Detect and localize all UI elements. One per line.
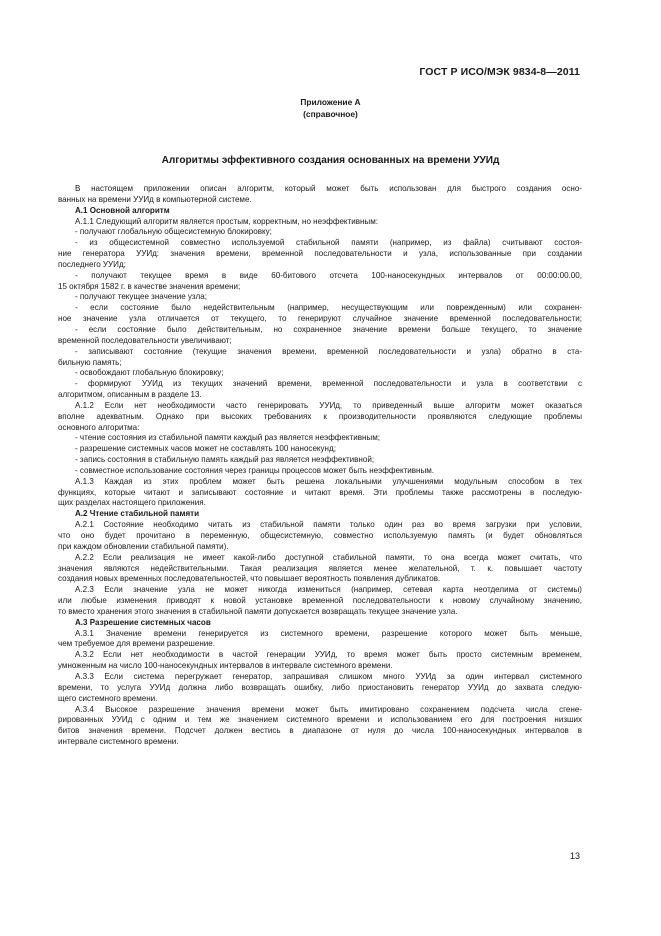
text-line: - из общесистемной совместно используемой стабильной памяти (например, из файла) считывают состоя- (75, 238, 582, 248)
subsection-heading: А.3 Разрешение системных часов (75, 617, 211, 627)
text-line: основного алгоритма: (58, 422, 140, 432)
text-line: умноженным на число 100-наносекундных интервалов в интервале системного времени. (58, 661, 393, 671)
text-line: вполне адекватным. Однако при высоких требованиях к производительности проявляются следующие проблемы (58, 411, 582, 421)
text-line: значения являются недействительными. Такая реализация является менее желательной, т. к. повышает частоту (58, 563, 582, 573)
text-line: что оно будет прочитано в переменную, общесистемную, совместно используемую память (и будет обновляться (58, 531, 582, 540)
text-line: А.3.1 Значение времени генерируется из системного времени, разрешение которого может быть меньше, (75, 628, 582, 638)
text-line: - чтение состояния из стабильной памяти каждый раз является неэффективным; (75, 433, 380, 443)
annex-label: Приложение А (300, 97, 361, 107)
text-line: А.3.4 Высокое разрешение значения времени может быть имитировано сохранением подсчета числа сгене- (75, 704, 582, 714)
text-line: создания новых временных последовательностей, что повышает вероятность появления дубликатов. (58, 574, 441, 584)
subsection-heading: А.2 Чтение стабильной памяти (75, 509, 200, 519)
text-line: А.1.2 Если нет необходимости часто генерировать УУИд, то приведенный выше алгоритм может оказаться (75, 400, 582, 410)
standard-designation: ГОСТ Р ИСО/МЭК 9834-8—2011 (419, 66, 580, 78)
text-line: ное значение узла отличается от текущего, то генерируют случайное значение временной последовательности; (58, 314, 582, 324)
text-line: А.1.3 Каждая из этих проблем может быть решена локальными улучшениями модульным способом в тех (75, 476, 582, 486)
text-line: - запись состояния в стабильную память каждый раз является неэффективной; (75, 455, 375, 465)
text-line: ванных на времени УУИд в компьютерной системе. (58, 194, 252, 204)
text-line: - формируют УУИд из текущих значений времени, временной последовательности и узла в соответствии с (75, 379, 582, 389)
text-line: ние генератора УУИд: значения времени, временной последовательности и узла, использованные при создании (58, 249, 582, 259)
text-line: А.2.1 Состояние необходимо читать из стабильной памяти только один раз во время загрузки при условии, (75, 520, 582, 530)
text-line: - освобождают глобальную блокировку; (75, 368, 224, 378)
text-line: щих разделах настоящего приложения. (58, 498, 206, 508)
text-line: при каждом обновлении стабильной памяти). (58, 541, 229, 551)
text-line: последнего УУИд; (58, 259, 126, 269)
text-line: бильную память; (58, 357, 122, 367)
text-line: рированных УУИд с одним и тем же значением системного времени и использованием его для построения низших (58, 715, 582, 725)
body-text (58, 184, 582, 748)
text-line: - если состояние было действительным, но сохраненное значение времени больше текущего, то значение (75, 324, 582, 334)
text-line: то вместо хранения этого значения в стабильной памяти допускается возвращать текущее значение узла. (58, 606, 458, 616)
text-line: В настоящем приложении описан алгоритм, который может быть использован для быстрого создания осно- (75, 184, 582, 193)
text-line: А.3.3 Если система перегружает генератор, запрашивая слишком много УУИд за один интервал системного (75, 671, 582, 681)
text-line: А.2.3 Если значение узла не может никогда измениться (например, сетевая карта неотделима от системы) (75, 585, 582, 595)
text-line: А.3.2 Если нет необходимости в частой генерации УУИд, то время может быть просто системным временем, (75, 650, 582, 660)
text-line: - разрешение системных часов может не составлять 100 наносекунд; (75, 444, 336, 454)
text-line: интервале системного времени. (58, 737, 179, 747)
text-line: - получают текущее значение узла; (75, 292, 207, 302)
text-line: - если состояние было недействительным (например, несуществующим или поврежденным) или сохранен- (75, 303, 582, 313)
text-line: алгоритмом, описанным в разделе 13. (58, 390, 202, 400)
text-line: функциях, которые читают и записывают состояние и читают время. Эти проблемы также рассмотрены в последую- (58, 487, 582, 497)
text-line: времени, то услуга УУИд должна либо возвращать ошибку, либо приостановить генератор УУИд до захвата следую- (58, 682, 582, 692)
text-line: 15 октября 1582 г. в качестве значения времени; (58, 281, 241, 291)
text-line: А.2.2 Если реализация не имеет какой-либо доступной стабильной памяти, то она всегда может считать, что (75, 552, 582, 562)
text-line: - записывают состояние (текущие значения времени, временной последовательности и узла) обратно в ста- (75, 346, 582, 356)
text-line: временной последовательности увеличивают; (58, 335, 232, 345)
text-line: А.1.1 Следующий алгоритм является простым, корректным, но неэффективным: (75, 216, 378, 226)
text-line: - получают текущее время в виде 60-битового отсчета 100-наносекундных интервалов от 00:00:00.00, (75, 270, 582, 280)
page-number: 13 (569, 851, 580, 861)
section-title: Алгоритмы эффективного создания основанных на времени УУИд (161, 155, 500, 166)
text-line: - совместное использование состояния через границы процессов может быть неэффективным. (75, 465, 435, 475)
text-line: или любые изменения приводят к новой установке временной последовательности к новому случайному значению, (58, 596, 582, 606)
subsection-heading: А.1 Основной алгоритм (75, 205, 170, 215)
text-line: - получают глобальную общесистемную блокировку; (75, 227, 272, 237)
text-line: чем требуемое для времени разрешение. (58, 639, 216, 649)
text-line: щего системного времени. (58, 693, 158, 703)
text-line: битов значения времени. Подсчет должен вестись в диапазоне от нуля до числа 100-наносекундных интервалов в (58, 726, 582, 736)
annex-kind: (справочное) (303, 109, 358, 119)
